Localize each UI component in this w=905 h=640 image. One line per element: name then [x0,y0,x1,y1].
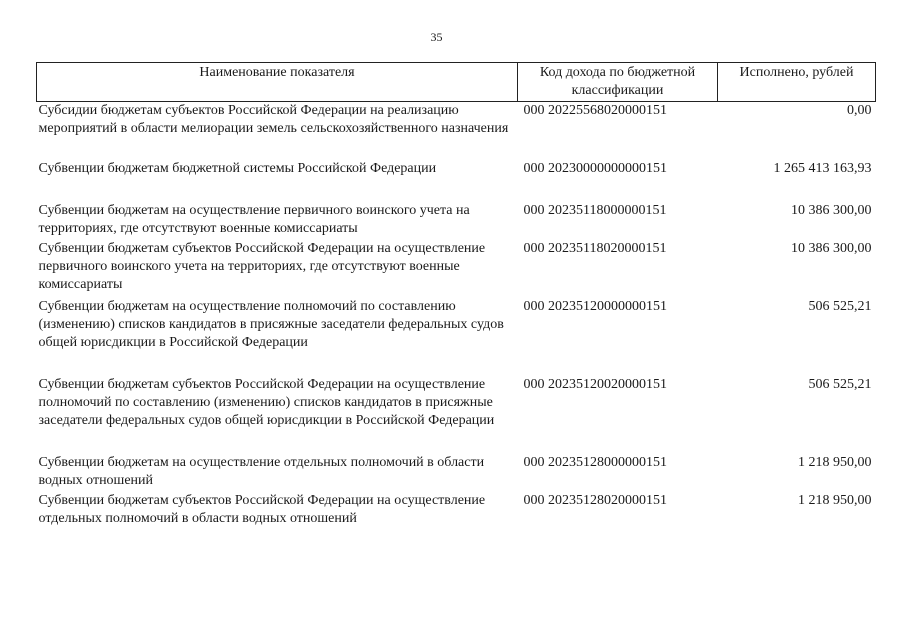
row-amount: 1 218 950,00 [798,454,872,470]
row-code: 000 20235120000000151 [523,298,667,314]
column-header-amount: Исполнено, рублей [718,63,876,102]
row-amount: 0,00 [847,103,872,118]
table-row [37,492,876,530]
table-row [37,202,876,240]
table-row [37,298,876,376]
row-amount: 506 525,21 [808,376,872,392]
row-amount: 10 386 300,00 [791,202,872,218]
table-row [37,454,876,492]
table-row [37,240,876,298]
row-name: Субвенции бюджетам на осуществление отдельных полномочий в области водных отношений [38,454,485,488]
row-code: 000 20235118020000151 [523,240,667,256]
column-header-name: Наименование показателя [37,63,518,102]
row-code: 000 20235128020000151 [523,492,667,508]
row-name: Субвенции бюджетам субъектов Российской Федерации на осуществление первичного воинского учета на территориях, где отсутствуют военные комиссариаты [38,240,486,292]
table-body [37,102,876,530]
table-header [37,63,876,102]
row-code: 000 20225568020000151 [523,103,667,118]
row-code: 000 20235128000000151 [523,454,667,470]
row-name: Субвенции бюджетам на осуществление первичного воинского учета на территориях, где отсутствуют военные комиссариаты [38,202,470,236]
revenue-execution-table [36,62,876,530]
row-amount: 506 525,21 [808,298,872,314]
page-number: 35 [430,30,443,44]
row-amount: 10 386 300,00 [791,240,872,256]
table-row [37,102,876,160]
header-row [37,63,876,102]
table-row [37,160,876,202]
table-row [37,376,876,454]
row-name: Субвенции бюджетам на осуществление полномочий по составлению (изменению) списков кандидатов в присяжные заседатели федеральных судов общей юрисдикции в Российской Федерации [38,298,504,350]
column-header-code: Код дохода по бюджетной классификации [518,63,718,102]
row-name: Субсидии бюджетам субъектов Российской Федерации на реализацию мероприятий в области мелиорации земель сельскохозяйственного назначения [38,103,509,136]
row-name: Субвенции бюджетам субъектов Российской Федерации на осуществление отдельных полномочий в области водных отношений [38,492,486,526]
row-code: 000 20230000000000151 [523,160,667,176]
row-name: Субвенции бюджетам субъектов Российской Федерации на осуществление полномочий по составлению (изменению) списков кандидатов в присяжные заседатели федеральных судов общей юрисдикции в Российской Федерации [38,376,495,428]
row-code: 000 20235118000000151 [523,202,667,218]
row-name: Субвенции бюджетам бюджетной системы Российской Федерации [38,160,437,176]
row-amount: 1 218 950,00 [798,492,872,508]
row-amount: 1 265 413 163,93 [773,160,872,176]
row-code: 000 20235120020000151 [523,376,667,392]
